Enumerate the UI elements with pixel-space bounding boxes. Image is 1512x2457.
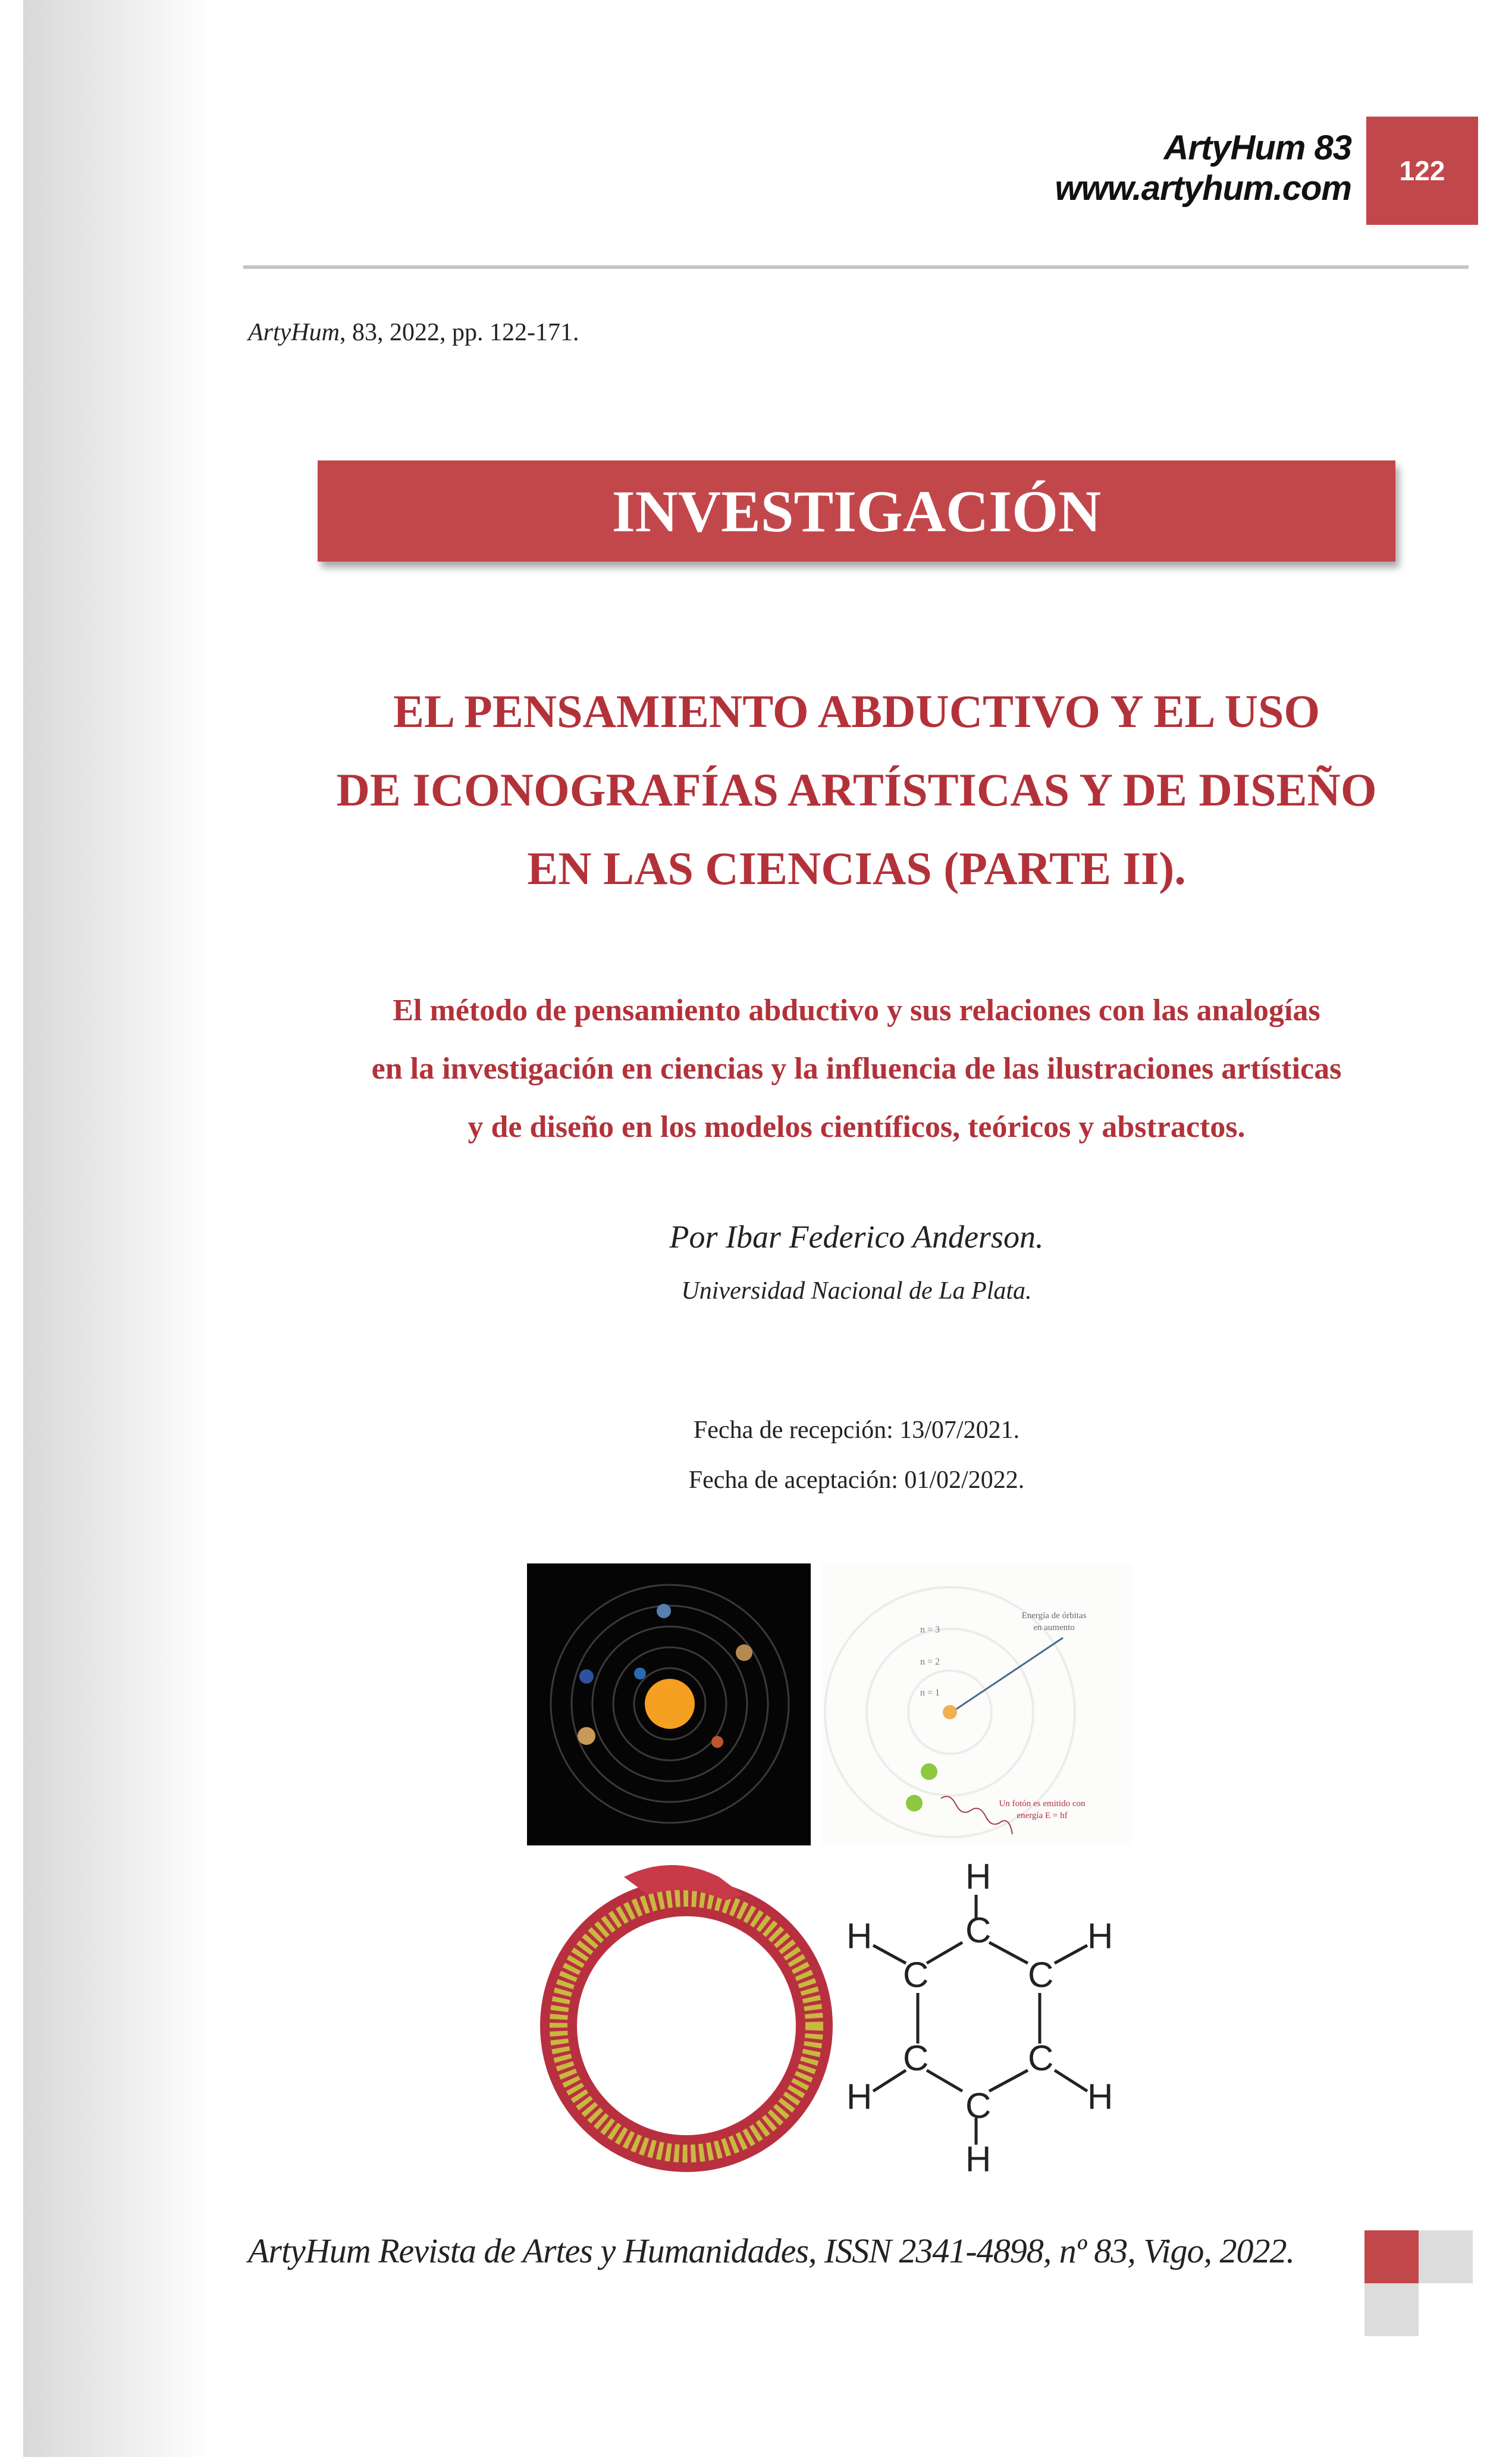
energy-label: Energía de órbitas xyxy=(1021,1611,1087,1621)
sun-icon xyxy=(645,1679,695,1729)
citation-details: , 83, 2022, pp. 122-171. xyxy=(339,319,579,346)
label-n3: n = 3 xyxy=(920,1625,940,1635)
nucleus xyxy=(943,1705,957,1719)
footer-square-gray xyxy=(1419,2230,1473,2283)
subtitle-line: El método de pensamiento abductivo y sus relaciones con las analogías xyxy=(393,994,1320,1027)
ouroboros-image xyxy=(535,1853,837,2179)
svg-text:H: H xyxy=(965,2139,992,2179)
journal-issue: ArtyHum 83 xyxy=(1163,129,1351,167)
author: Por Ibar Federico Anderson. xyxy=(669,1219,1044,1255)
title-line: EN LAS CIENCIAS (PARTE II). xyxy=(527,842,1186,894)
label-n2: n = 2 xyxy=(920,1657,940,1667)
affiliation: Universidad Nacional de La Plata. xyxy=(681,1277,1032,1305)
svg-text:H: H xyxy=(1087,2077,1113,2117)
svg-text:H: H xyxy=(965,1857,992,1897)
svg-text:H: H xyxy=(846,1916,873,1956)
solar-system-image xyxy=(527,1563,811,1845)
energy-label: en aumento xyxy=(1033,1623,1075,1632)
section-banner: INVESTIGACIÓN xyxy=(318,460,1395,562)
svg-text:C: C xyxy=(903,1955,929,1995)
svg-text:C: C xyxy=(965,1910,992,1950)
title-line: DE ICONOGRAFÍAS ARTÍSTICAS Y DE DISEÑO xyxy=(336,764,1377,816)
svg-text:H: H xyxy=(846,2077,873,2117)
svg-text:C: C xyxy=(1028,2038,1054,2078)
svg-text:C: C xyxy=(1028,1955,1054,1995)
bohr-atom-diagram xyxy=(822,1563,1132,1845)
article-title xyxy=(238,672,1475,908)
citation xyxy=(248,318,579,347)
photon-label: energía E = hf xyxy=(1017,1811,1068,1820)
page-number: 122 xyxy=(1366,117,1478,225)
accepted-date: Fecha de aceptación: 01/02/2022. xyxy=(688,1466,1025,1494)
svg-text:H: H xyxy=(1087,1916,1113,1956)
page-edge-shadow xyxy=(23,0,214,2457)
header-divider xyxy=(243,265,1469,269)
citation-journal: ArtyHum xyxy=(248,319,340,346)
footer-citation: ArtyHum Revista de Artes y Humanidades, ISSN 2341-4898, nº 83, Vigo, 2022. xyxy=(248,2232,1294,2270)
journal-website[interactable]: www.artyhum.com xyxy=(1055,169,1351,208)
photon-label: Un fotón es emitido con xyxy=(999,1799,1086,1809)
svg-text:C: C xyxy=(965,2086,992,2126)
subtitle-line: y de diseño en los modelos científicos, teóricos y abstractos. xyxy=(468,1110,1246,1144)
footer-square-gray xyxy=(1364,2283,1419,2336)
footer-square-red xyxy=(1364,2230,1419,2283)
article-subtitle xyxy=(238,982,1475,1157)
benzene-structure xyxy=(837,1853,1124,2179)
running-header xyxy=(1055,128,1351,209)
subtitle-line: en la investigación en ciencias y la influencia de las ilustraciones artísticas xyxy=(371,1052,1342,1086)
svg-text:C: C xyxy=(903,2038,929,2078)
label-n1: n = 1 xyxy=(920,1688,940,1698)
received-date: Fecha de recepción: 13/07/2021. xyxy=(693,1416,1020,1444)
title-line: EL PENSAMIENTO ABDUCTIVO Y EL USO xyxy=(393,685,1320,737)
